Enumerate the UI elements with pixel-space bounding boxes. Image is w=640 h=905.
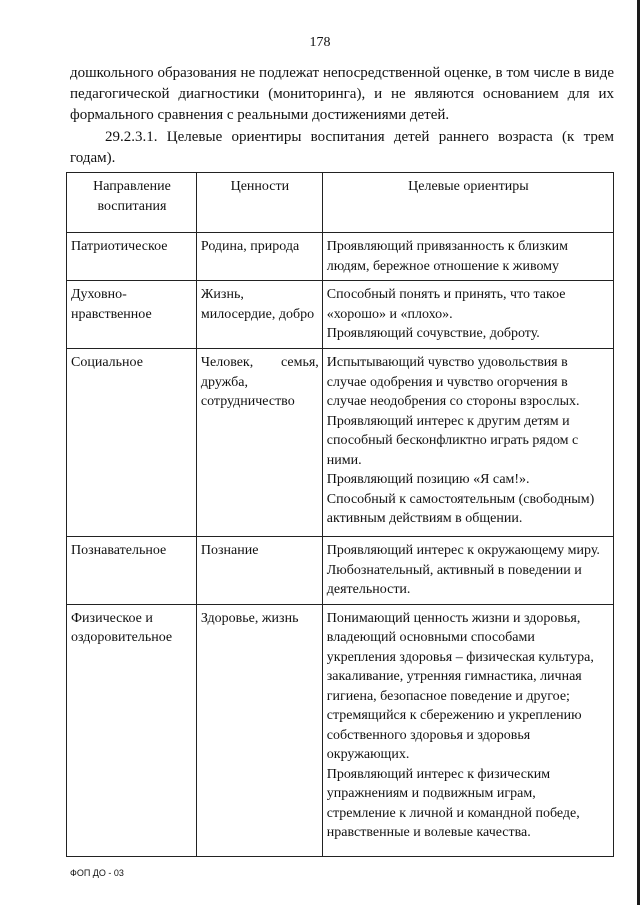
cell-line: людям, бережное отношение к живому xyxy=(326,258,560,274)
cell-line: Человек, семья, xyxy=(200,355,319,370)
cell-line: Духовно- xyxy=(71,287,127,302)
table-row xyxy=(67,604,614,856)
cell-line: способный бесконфликтно играть рядом с xyxy=(326,433,579,448)
cell-targets xyxy=(322,233,613,281)
intro-line: педагогической диагностики (мониторинга), и не являются основанием для их xyxy=(70,86,614,102)
table-row xyxy=(67,537,614,605)
cell-line: Понимающий ценность жизни и здоровья, xyxy=(326,610,581,626)
cell-line: окружающих. xyxy=(326,747,410,762)
cell-line: оздоровительное xyxy=(71,630,173,645)
cell-direction xyxy=(67,233,197,281)
cell-direction xyxy=(67,281,197,349)
cell-values xyxy=(196,604,322,856)
cell-line: упражнениям и подвижным играм, xyxy=(326,786,536,801)
cell-values xyxy=(196,349,322,537)
cell-line: Патриотическое xyxy=(71,239,168,254)
cell-values xyxy=(196,537,322,605)
cell-line: Познание xyxy=(200,543,259,558)
cell-line: Способный к самостоятельным (свободным) xyxy=(326,491,595,507)
cell-targets xyxy=(322,281,613,349)
heading-line: 29.2.3.1. Целевые ориентиры воспитания детей раннего возраста (к трем xyxy=(105,129,614,145)
cell-line: Физическое и xyxy=(71,610,153,626)
header-values: Ценности xyxy=(196,173,322,233)
cell-values xyxy=(196,281,322,349)
intro-paragraph xyxy=(70,63,614,126)
cell-line: Проявляющий привязанность к близким xyxy=(326,239,569,254)
intro-line: дошкольного образования не подлежат непосредственной оценке, в том числе в виде xyxy=(70,65,614,81)
cell-line: Жизнь, xyxy=(200,287,244,302)
cell-line: Здоровье, жизнь xyxy=(200,610,299,626)
cell-line: ними. xyxy=(326,452,362,468)
cell-line: Проявляющий интерес к физическим xyxy=(326,766,551,782)
cell-line: владеющий основными способами xyxy=(326,630,535,645)
cell-line: Родина, природа xyxy=(200,239,300,254)
cell-line: Испытывающий чувство удовольствия в xyxy=(326,355,568,370)
heading-line: годам). xyxy=(70,150,116,166)
cell-targets xyxy=(322,349,613,537)
cell-line: гигиена, безопасное поведение и другое; xyxy=(326,688,570,704)
cell-line: Способный понять и принять, что такое xyxy=(326,287,566,302)
cell-line: стремление к личной и командной победе, xyxy=(326,805,580,821)
section-heading xyxy=(70,127,614,169)
header-direction: Направление воспитания xyxy=(67,173,197,233)
table-header-row xyxy=(67,173,614,233)
cell-direction xyxy=(67,349,197,537)
cell-line: Любознательный, активный в поведении и xyxy=(326,562,582,578)
header-targets: Целевые ориентиры xyxy=(322,173,613,233)
table-row xyxy=(67,233,614,281)
cell-line: «хорошо» и «плохо». xyxy=(326,306,453,322)
cell-line: случае неодобрения со стороны взрослых. xyxy=(326,394,580,409)
cell-line: нравственные и волевые качества. xyxy=(326,825,531,840)
intro-line: формального сравнения с реальными достижениями детей. xyxy=(70,107,450,123)
cell-targets xyxy=(322,537,613,605)
cell-line: активным действиям в общении. xyxy=(326,511,523,526)
cell-direction xyxy=(67,604,197,856)
table-row xyxy=(67,349,614,537)
page-number: 178 xyxy=(309,35,331,50)
cell-line: стремящийся к сбережению и укреплению xyxy=(326,708,582,723)
cell-line: укрепления здоровья – физическая культура, xyxy=(326,649,594,665)
cell-targets xyxy=(322,604,613,856)
cell-line: сотрудничество xyxy=(200,394,295,409)
cell-line: Проявляющий интерес к другим детям и xyxy=(326,413,570,429)
cell-line: закаливание, утренняя гимнастика, личная xyxy=(326,669,582,684)
table-row xyxy=(67,281,614,349)
footer-code: ФОП ДО - 03 xyxy=(70,868,124,878)
cell-values xyxy=(196,233,322,281)
cell-line: Проявляющий сочувствие, доброту. xyxy=(326,326,540,341)
cell-line: нравственное xyxy=(71,306,152,322)
cell-line: деятельности. xyxy=(326,582,411,597)
cell-line: случае одобрения и чувство огорчения в xyxy=(326,374,568,390)
cell-line: собственного здоровья и здоровья xyxy=(326,727,531,743)
cell-line: Познавательное xyxy=(71,543,167,558)
cell-line: Проявляющий позицию «Я сам!». xyxy=(326,472,530,487)
cell-direction xyxy=(67,537,197,605)
goals-table xyxy=(66,172,614,857)
cell-line: Социальное xyxy=(71,355,143,370)
cell-line: дружба, xyxy=(200,374,248,390)
cell-line: Проявляющий интерес к окружающему миру. xyxy=(326,543,600,558)
cell-line: милосердие, добро xyxy=(200,306,315,322)
